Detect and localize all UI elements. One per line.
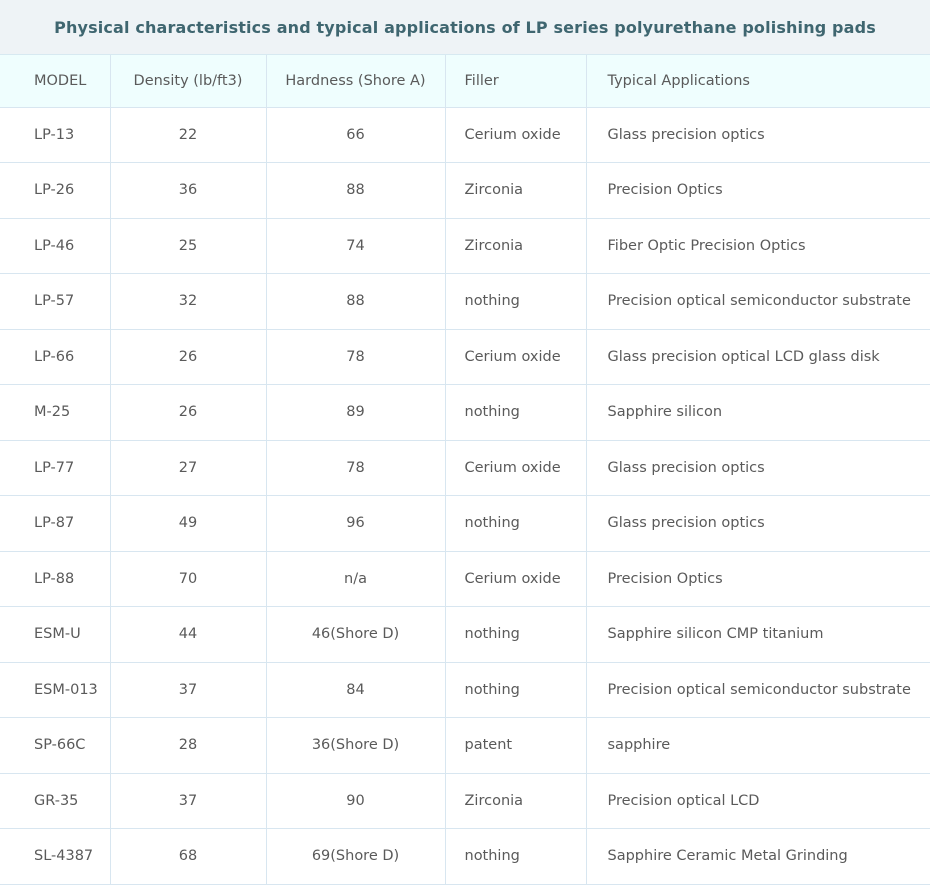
cell-filler: nothing [445, 662, 586, 717]
cell-applications: Glass precision optics [586, 107, 930, 162]
table-row [0, 662, 930, 717]
table-row [0, 273, 930, 329]
cell-hardness: 78 [266, 329, 445, 384]
header-row [0, 55, 930, 107]
cell-model: SP-66C [0, 717, 110, 773]
cell-density: 49 [110, 495, 266, 551]
cell-applications: Precision Optics [586, 162, 930, 218]
cell-applications: Glass precision optical LCD glass disk [586, 329, 930, 384]
specs-table [0, 55, 930, 885]
cell-applications: Fiber Optic Precision Optics [586, 218, 930, 273]
table-header [0, 55, 930, 107]
cell-model: SL-4387 [0, 828, 110, 884]
header-hardness: Hardness (Shore A) [266, 55, 445, 107]
cell-filler: nothing [445, 273, 586, 329]
cell-hardness: 36(Shore D) [266, 717, 445, 773]
cell-hardness: 88 [266, 162, 445, 218]
cell-model: ESM-U [0, 606, 110, 662]
cell-hardness: 89 [266, 384, 445, 440]
cell-density: 27 [110, 440, 266, 495]
cell-applications: Precision optical LCD [586, 773, 930, 828]
cell-density: 26 [110, 384, 266, 440]
cell-model: LP-13 [0, 107, 110, 162]
cell-hardness: n/a [266, 551, 445, 606]
cell-hardness: 90 [266, 773, 445, 828]
cell-density: 26 [110, 329, 266, 384]
cell-density: 25 [110, 218, 266, 273]
table-row [0, 384, 930, 440]
cell-hardness: 84 [266, 662, 445, 717]
cell-model: ESM-013 [0, 662, 110, 717]
cell-hardness: 88 [266, 273, 445, 329]
cell-model: LP-57 [0, 273, 110, 329]
cell-model: LP-46 [0, 218, 110, 273]
cell-model: LP-87 [0, 495, 110, 551]
header-density: Density (lb/ft3) [110, 55, 266, 107]
cell-filler: Zirconia [445, 773, 586, 828]
cell-applications: Glass precision optics [586, 495, 930, 551]
table-title-bar [0, 0, 930, 55]
cell-filler: Cerium oxide [445, 329, 586, 384]
cell-hardness: 74 [266, 218, 445, 273]
cell-model: LP-77 [0, 440, 110, 495]
table-title: Physical characteristics and typical applications of LP series polyurethane polishing pads [54, 17, 876, 37]
header-filler: Filler [445, 55, 586, 107]
cell-density: 44 [110, 606, 266, 662]
cell-hardness: 78 [266, 440, 445, 495]
cell-applications: Precision optical semiconductor substrate [586, 273, 930, 329]
cell-filler: nothing [445, 495, 586, 551]
cell-applications: Precision Optics [586, 551, 930, 606]
cell-model: LP-88 [0, 551, 110, 606]
cell-applications: Glass precision optics [586, 440, 930, 495]
cell-applications: Sapphire Ceramic Metal Grinding [586, 828, 930, 884]
cell-filler: Zirconia [445, 162, 586, 218]
table-row [0, 717, 930, 773]
cell-applications: Precision optical semiconductor substrate [586, 662, 930, 717]
table-row [0, 107, 930, 162]
cell-filler: nothing [445, 384, 586, 440]
cell-density: 37 [110, 662, 266, 717]
cell-density: 28 [110, 717, 266, 773]
table-row [0, 773, 930, 828]
cell-hardness: 66 [266, 107, 445, 162]
cell-filler: patent [445, 717, 586, 773]
cell-filler: Zirconia [445, 218, 586, 273]
table-body [0, 107, 930, 884]
table-row [0, 495, 930, 551]
cell-hardness: 96 [266, 495, 445, 551]
cell-applications: sapphire [586, 717, 930, 773]
cell-filler: nothing [445, 606, 586, 662]
cell-density: 70 [110, 551, 266, 606]
table-row [0, 551, 930, 606]
table-row [0, 329, 930, 384]
table-row [0, 218, 930, 273]
cell-model: M-25 [0, 384, 110, 440]
cell-applications: Sapphire silicon CMP titanium [586, 606, 930, 662]
cell-filler: nothing [445, 828, 586, 884]
table-row [0, 440, 930, 495]
cell-filler: Cerium oxide [445, 551, 586, 606]
header-applications: Typical Applications [586, 55, 930, 107]
cell-density: 32 [110, 273, 266, 329]
cell-filler: Cerium oxide [445, 107, 586, 162]
cell-density: 22 [110, 107, 266, 162]
cell-density: 68 [110, 828, 266, 884]
cell-model: LP-26 [0, 162, 110, 218]
header-model: MODEL [0, 55, 110, 107]
table-row [0, 162, 930, 218]
cell-density: 37 [110, 773, 266, 828]
cell-model: GR-35 [0, 773, 110, 828]
table-row [0, 828, 930, 884]
cell-density: 36 [110, 162, 266, 218]
cell-hardness: 46(Shore D) [266, 606, 445, 662]
cell-hardness: 69(Shore D) [266, 828, 445, 884]
cell-applications: Sapphire silicon [586, 384, 930, 440]
cell-filler: Cerium oxide [445, 440, 586, 495]
cell-model: LP-66 [0, 329, 110, 384]
table-row [0, 606, 930, 662]
